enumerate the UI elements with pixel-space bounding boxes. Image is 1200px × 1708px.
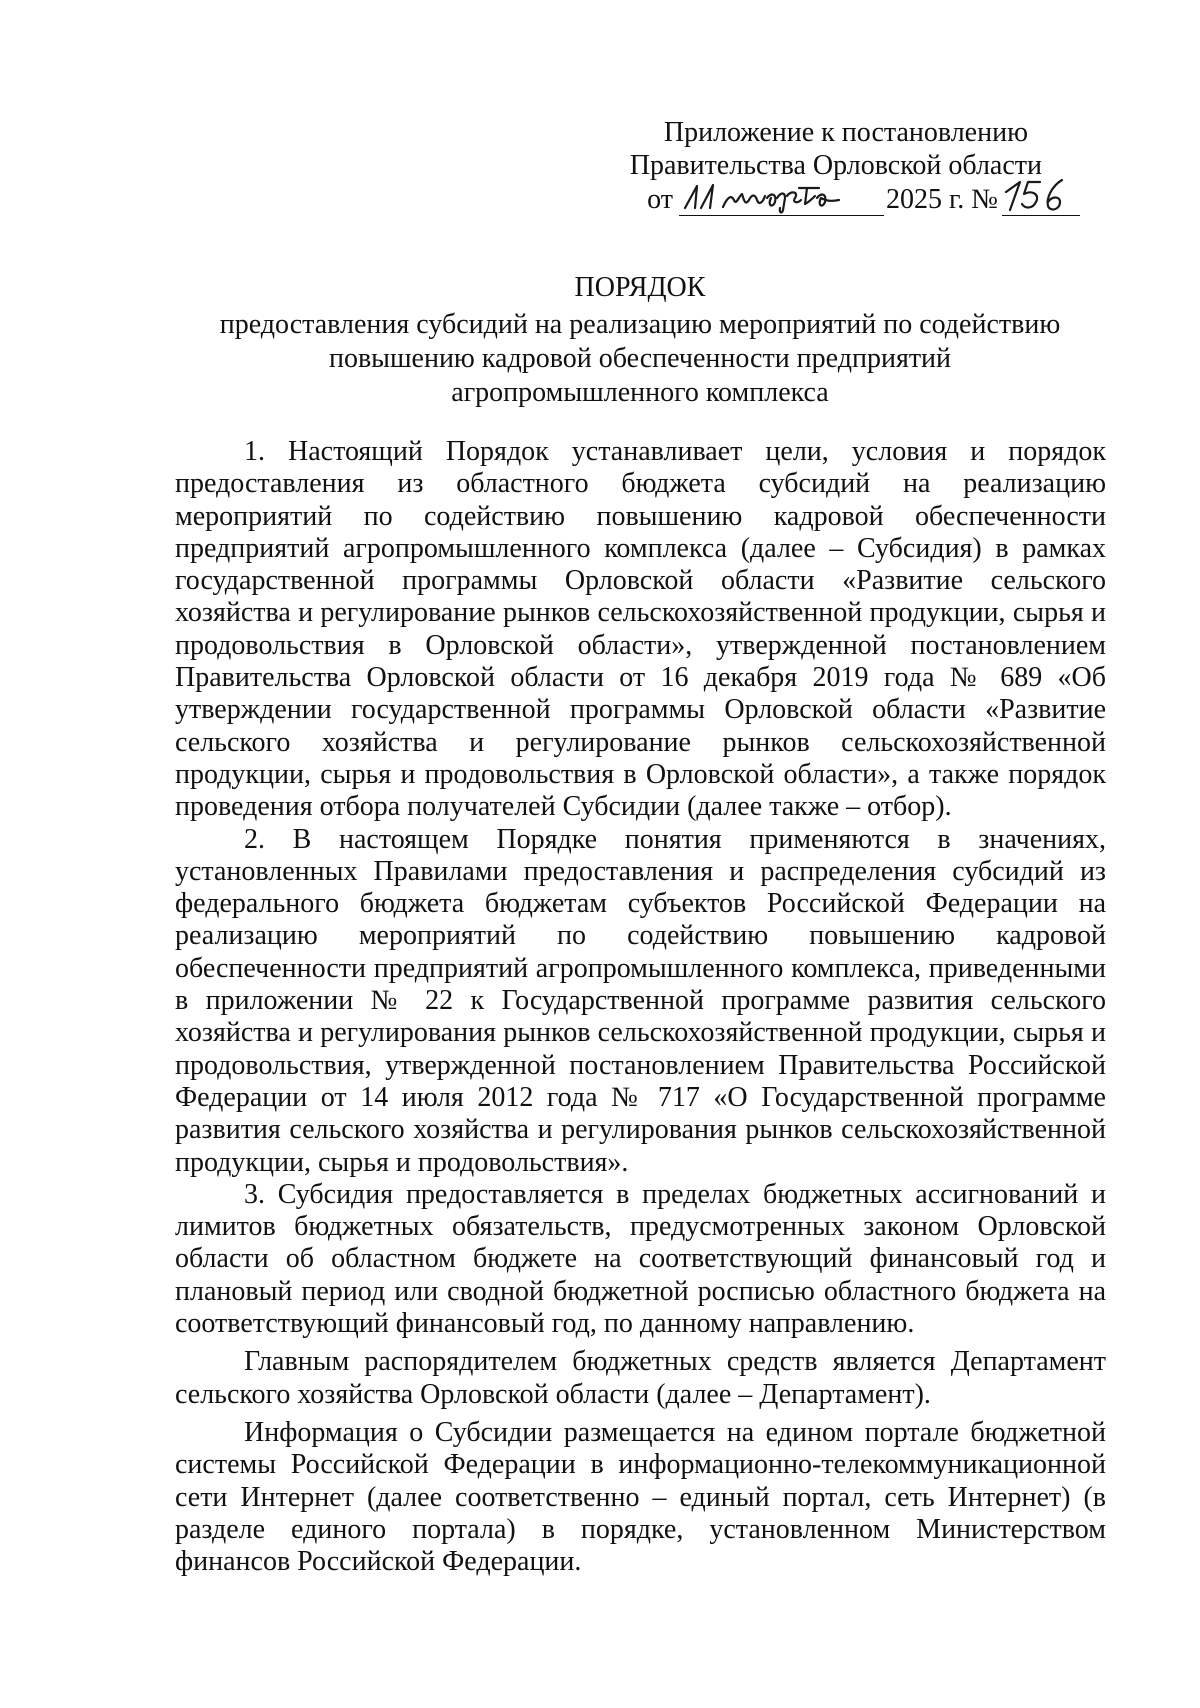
year-and-number-label: 2025 г. №	[885, 184, 998, 215]
handwritten-date	[679, 185, 884, 216]
header-line-2: Правительства Орловской области	[629, 150, 1042, 181]
approval-header	[560, 116, 1080, 216]
paragraph-2: 2. В настоящем Порядке понятия применяются в значениях, установленных Правилами предоставления и распределения субсидий из федерального бюджета бюджетам субъектов Российской Федерации на реализацию мероприятий по содействию повышению кадровой обеспеченности предприятий агропромышленного комплекса, приведенными в приложении № 22 к Государственной программе развития сельского хозяйства и регулирования рынков сельскохозяйственной продукции, сырья и продовольствия, утвержденной постановлением Правительства Российской Федерации от 14 июля 2012 года № 717 «О Государственной программе развития сельского хозяйства и регулирования рынков сельскохозяйственной продукции, сырья и продовольствия».	[175, 823, 1106, 1178]
header-line-1: Приложение к постановлению	[663, 117, 1028, 148]
handwritten-number-signature	[1002, 178, 1078, 214]
paragraph-1: 1. Настоящий Порядок устанавливает цели, условия и порядок предоставления из областного бюджета субсидий на реализацию мероприятий по содействию повышению кадровой обеспеченности предприятий агропромышленного комплекса (далее – Субсидия) в рамках государственной программы Орловской области «Развитие сельского хозяйства и регулирование рынков сельскохозяйственной продукции, сырья и продовольствия в Орловской области», утвержденной постановлением Правительства Орловской области от 16 декабря 2019 года № 689 «Об утверждении государственной программы Орловской области «Развитие сельского хозяйства и регулирование рынков сельскохозяйственной продукции, сырья и продовольствия в Орловской области», а также порядок проведения отбора получателей Субсидии (далее также – отбор).	[175, 436, 1106, 823]
subtitle-line-1: предоставления субсидий на реализацию мероприятий по содействию	[219, 309, 1061, 340]
document-subtitle	[0, 308, 1200, 410]
handwritten-date-signature	[679, 180, 879, 214]
paragraph-4: Главным распорядителем бюджетных средств является Департамент сельского хозяйства Орловской области (далее – Департамент).	[175, 1346, 1106, 1410]
document-body	[175, 436, 1106, 1578]
handwritten-number	[1002, 185, 1080, 216]
resolution-date-line	[560, 182, 1080, 216]
date-prefix: от	[647, 184, 673, 215]
subtitle-line-2: повышению кадровой обеспеченности предприятий	[328, 343, 952, 374]
subtitle-line-3: агропромышленного комплекса	[451, 377, 829, 408]
paragraph-5: Информация о Субсидии размещается на едином портале бюджетной системы Российской Федерации в информационно-телекоммуникационной сети Интернет (далее соответственно – единый портал, сеть Интернет) (в разделе единого портала) в порядке, установленном Министерством финансов Российской Федерации.	[175, 1416, 1106, 1578]
paragraph-3: 3. Субсидия предоставляется в пределах бюджетных ассигнований и лимитов бюджетных обязательств, предусмотренных законом Орловской области об областном бюджете на соответствующий финансовый год и плановый период или сводной бюджетной росписью областного бюджета на соответствующий финансовый год, по данному направлению.	[175, 1178, 1106, 1340]
document-title: ПОРЯДОК	[574, 272, 706, 303]
